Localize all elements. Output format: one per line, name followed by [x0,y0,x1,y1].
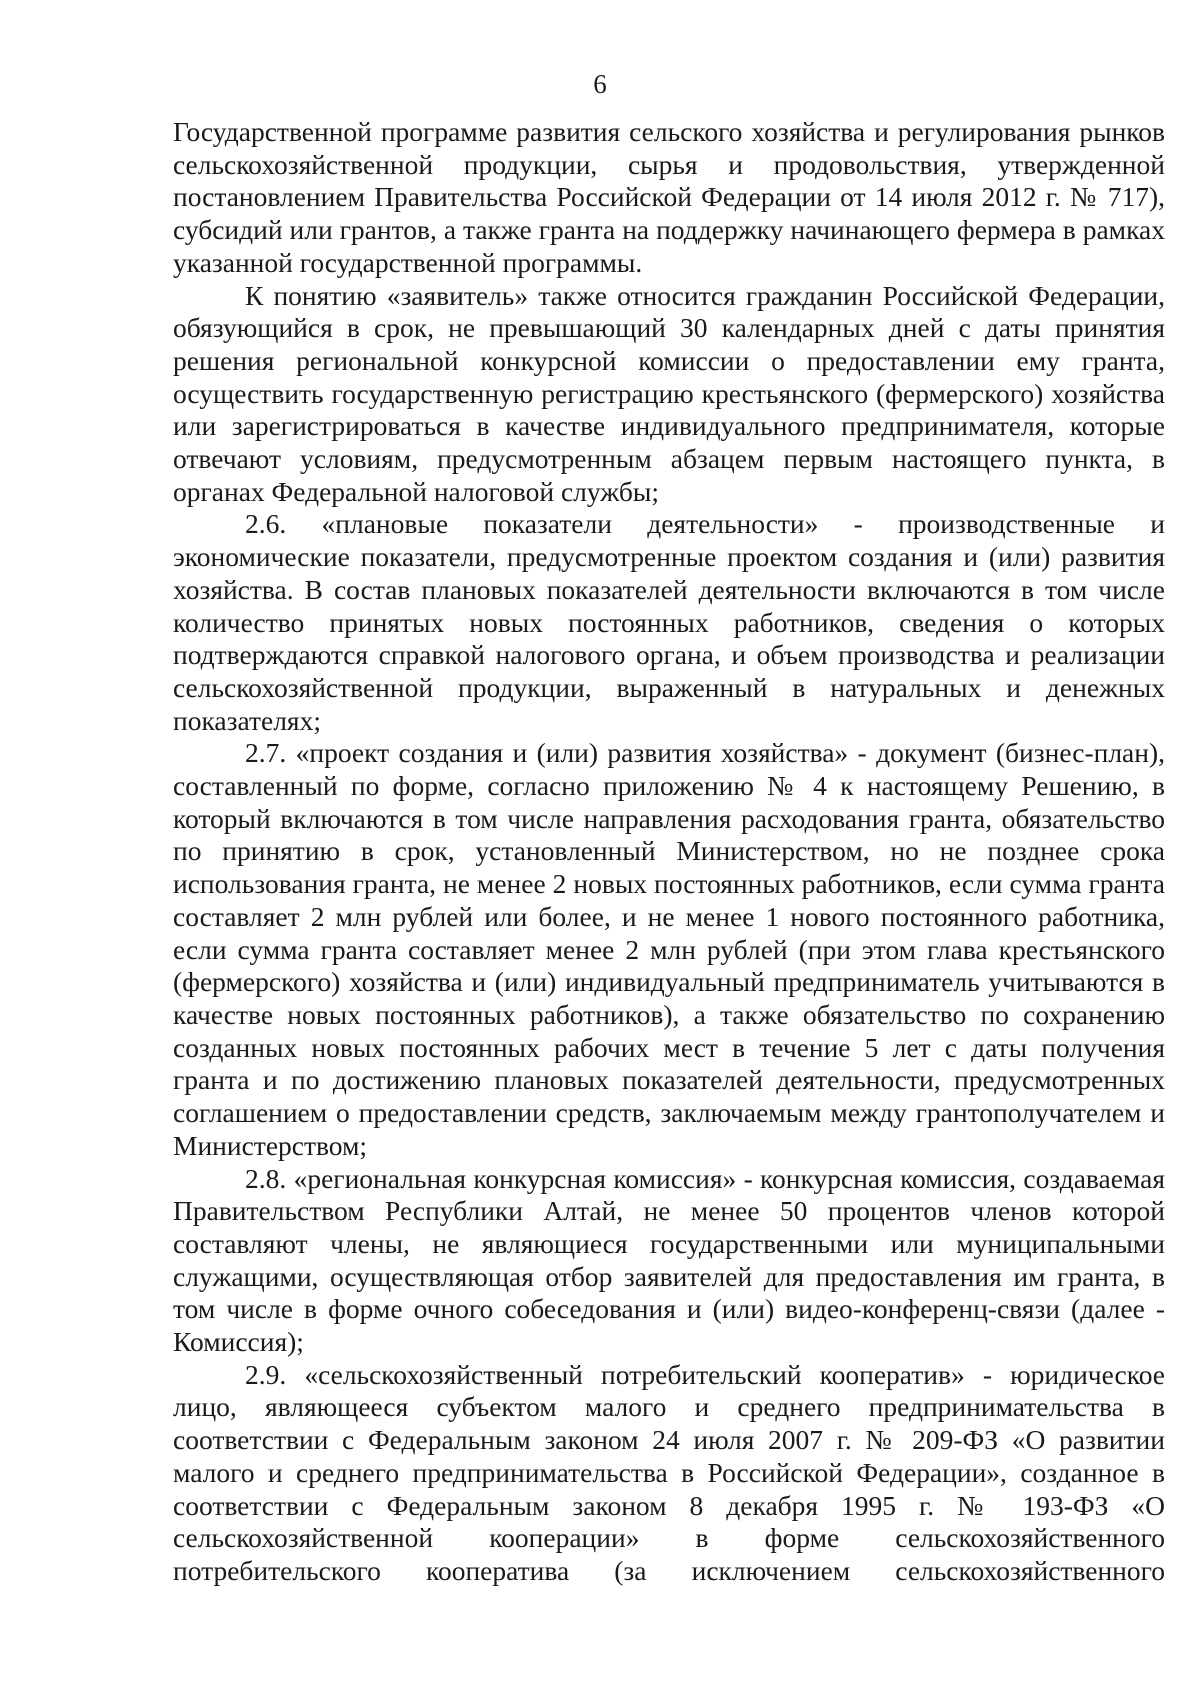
paragraph-2-7: 2.7. «проект создания и (или) развития хозяйства» - документ (бизнес-план), составленный по форме, согласно приложению № 4 к настоящему Решению, в который включаются в том числе направления расходования гранта, обязательство по принятию в срок, установленный Министерством, но не позднее срока использования гранта, не менее 2 новых постоянных работников, если сумма гранта составляет 2 млн рублей или более, и не менее 1 нового постоянного работника, если сумма гранта составляет менее 2 млн рублей (при этом глава крестьянского (фермерского) хозяйства и (или) индивидуальный предприниматель учитываются в качестве новых постоянных работников), а также обязательство по сохранению созданных новых постоянных рабочих мест в течение 5 лет с даты получения гранта и по достижению плановых показателей деятельности, предусмотренных соглашением о предоставлении средств, заключаемым между грантополучателем и Министерством; [173,737,1165,1161]
paragraph-2-6: 2.6. «плановые показатели деятельности» - производственные и экономические показатели, предусмотренные проектом создания и (или) развития хозяйства. В состав плановых показателей деятельности включаются в том числе количество принятых новых постоянных работников, сведения о которых подтверждаются справкой налогового органа, и объем производства и реализации сельскохозяйственной продукции, выраженный в натуральных и денежных показателях; [173,508,1165,736]
paragraph-applicant-definition: К понятию «заявитель» также относится гражданин Российской Федерации, обязующийся в срок, не превышающий 30 календарных дней с даты принятия решения региональной конкурсной комиссии о предоставлении ему гранта, осуществить государственную регистрацию крестьянского (фермерского) хозяйства или зарегистрироваться в качестве индивидуального предпринимателя, которые отвечают условиям, предусмотренным абзацем первым настоящего пункта, в органах Федеральной налоговой службы; [173,279,1165,507]
paragraph-2-9: 2.9. «сельскохозяйственный потребительский кооператив» - юридическое лицо, являющееся субъектом малого и среднего предпринимательства в соответствии с Федеральным законом 24 июля 2007 г. № 209-ФЗ «О развитии малого и среднего предпринимательства в Российской Федерации», созданное в соответствии с Федеральным законом 8 декабря 1995 г. № 193-ФЗ «О сельскохозяйственной кооперации» в форме сельскохозяйственного потребительского кооператива (за исключением сельскохозяйственного [173,1358,1165,1586]
paragraph-continuation: Государственной программе развития сельского хозяйства и регулирования рынков сельскохозяйственной продукции, сырья и продовольствия, утвержденной постановлением Правительства Российской Федерации от 14 июля 2012 г. № 717), субсидий или грантов, а также гранта на поддержку начинающего фермера в рамках указанной государственной программы. [173,116,1165,278]
page-number: 6 [593,69,607,99]
paragraph-2-8: 2.8. «региональная конкурсная комиссия» - конкурсная комиссия, создаваемая Правительством Республики Алтай, не менее 50 процентов членов которой составляют члены, не являющиеся государственными или муниципальными служащими, осуществляющая отбор заявителей для предоставления им гранта, в том числе в форме очного собеседования и (или) видео-конференц-связи (далее - Комиссия); [173,1162,1165,1358]
document-body [173,116,1165,1588]
